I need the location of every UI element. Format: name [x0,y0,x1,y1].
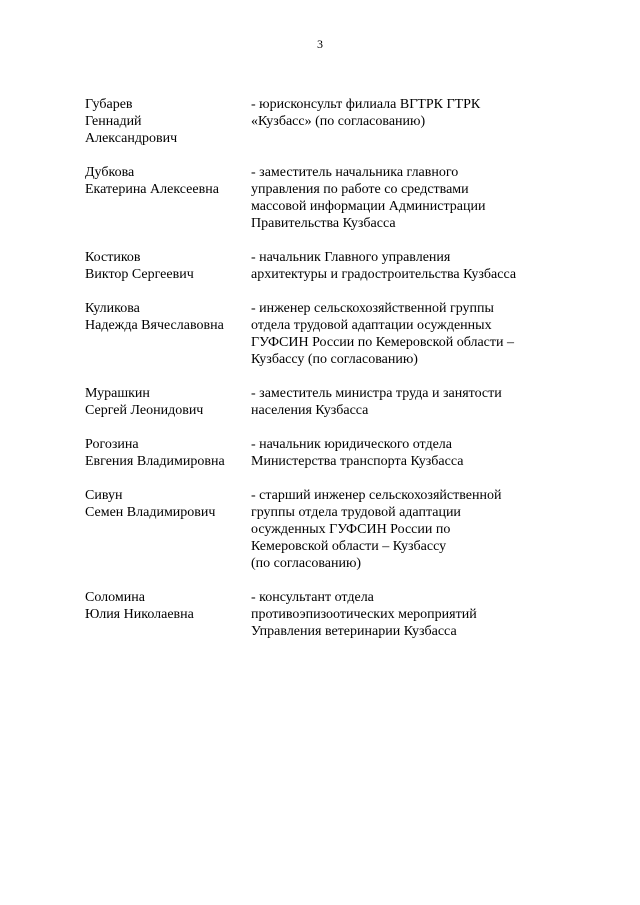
member-name [85,300,251,368]
member-name [85,164,251,232]
member-role [251,385,555,419]
member-role-line: - заместитель начальника главного [251,165,459,180]
member-entry [85,96,555,147]
member-role-line: Министерства транспорта Кузбасса [251,454,464,469]
member-entry [85,164,555,232]
member-name-line: Соломина [85,590,145,605]
member-role [251,249,555,283]
member-name-line: Евгения Владимировна [85,454,225,469]
member-name-line: Рогозина [85,437,139,452]
member-role-line: - юрисконсульт филиала ВГТРК ГТРК [251,97,481,112]
member-name-line: Сивун [85,488,123,503]
member-name-line: Куликова [85,301,140,316]
member-role-line: управления по работе со средствами [251,182,469,197]
members-list [85,96,555,657]
member-role [251,436,555,470]
member-entry [85,249,555,283]
member-role-line: населения Кузбасса [251,403,369,418]
member-name [85,385,251,419]
member-role-line: отдела трудовой адаптации осужденных [251,318,492,333]
member-role-line: - старший инженер сельскохозяйственной [251,488,502,503]
member-entry [85,385,555,419]
member-role-line: - консультант отдела [251,590,374,605]
member-role-line: «Кузбасс» (по согласованию) [251,114,426,129]
member-role-line: противоэпизоотических мероприятий [251,607,477,622]
member-entry [85,436,555,470]
member-name [85,487,251,572]
member-role-line: Кузбассу (по согласованию) [251,352,418,367]
member-role [251,487,555,572]
member-name [85,96,251,147]
member-role-line: - инженер сельскохозяйственной группы [251,301,494,316]
member-entry [85,300,555,368]
member-entry [85,487,555,572]
member-role [251,589,555,640]
member-role-line: массовой информации Администрации [251,199,486,214]
member-role [251,300,555,368]
member-name [85,249,251,283]
member-role-line: Правительства Кузбасса [251,216,396,231]
member-role-line: (по согласованию) [251,556,362,571]
member-role-line: Кемеровской области – Кузбассу [251,539,447,554]
member-entry [85,589,555,640]
member-name [85,436,251,470]
member-name-line: Сергей Леонидович [85,403,204,418]
member-name-line: Александрович [85,131,178,146]
member-role-line: Управления ветеринарии Кузбасса [251,624,457,639]
member-name-line: Губарев [85,97,133,112]
member-role-line: группы отдела трудовой адаптации [251,505,461,520]
page-number: 3 [317,37,323,51]
member-name-line: Костиков [85,250,141,265]
member-role-line: архитектуры и градостроительства Кузбасса [251,267,517,282]
member-role-line: - начальник юридического отдела [251,437,452,452]
member-name-line: Екатерина Алексеевна [85,182,219,197]
member-name-line: Юлия Николаевна [85,607,194,622]
member-name-line: Дубкова [85,165,135,180]
member-name [85,589,251,640]
member-name-line: Семен Владимирович [85,505,216,520]
member-role-line: ГУФСИН России по Кемеровской области – [251,335,514,350]
member-role [251,96,555,147]
member-role-line: - начальник Главного управления [251,250,451,265]
member-name-line: Мурашкин [85,386,150,401]
member-role-line: осужденных ГУФСИН России по [251,522,451,537]
member-role [251,164,555,232]
member-name-line: Геннадий [85,114,142,129]
member-name-line: Надежда Вячеславовна [85,318,224,333]
member-role-line: - заместитель министра труда и занятости [251,386,502,401]
member-name-line: Виктор Сергеевич [85,267,194,282]
